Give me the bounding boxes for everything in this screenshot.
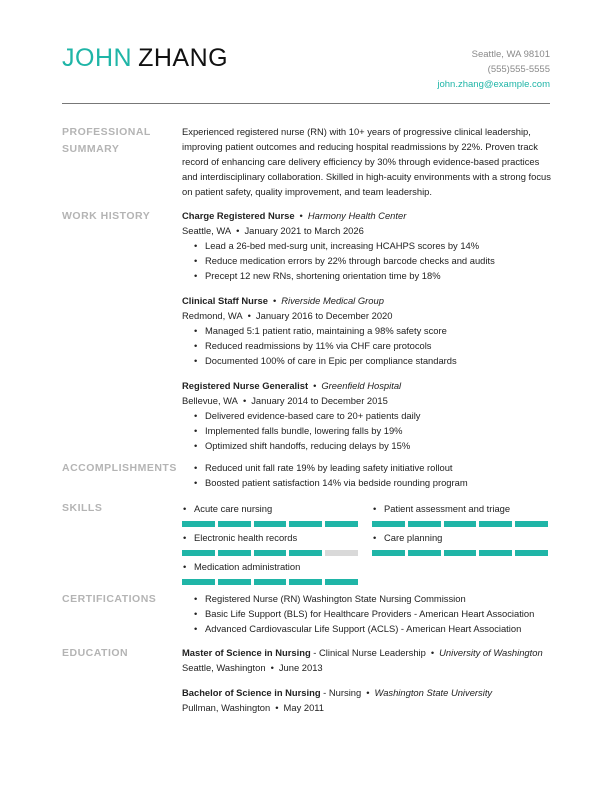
job-bullet: • Delivered evidence-based care to 20+ patients daily xyxy=(194,408,552,423)
section-label-work-history: WORK HISTORY xyxy=(62,210,151,222)
contact-info xyxy=(437,47,550,92)
school-location: Pullman, Washington xyxy=(182,702,271,713)
skill-rating-segment xyxy=(515,521,548,527)
summary-label-line2: SUMMARY xyxy=(62,143,120,155)
job-entry: Clinical Staff Nurse • Riverside Medical Group Redmond, WA • January 2016 to December 2020 • Managed 5:1 patient ratio, maintaining a 98% safety score • Reduced readmissions by 11% via CHF care protocols • Documented 100% of care in Epic per compliance standards xyxy=(182,293,552,368)
skill-name: • Electronic health records xyxy=(182,531,358,544)
job-entry: Registered Nurse Generalist • Greenfield Hospital Bellevue, WA • January 2014 to December 2015 • Delivered evidence-based care to 20+ patients daily • Implemented falls bundle, lowering falls by 19% • Optimized shift handoffs, reducing delays by 15% xyxy=(182,378,552,453)
skill-rating-segment xyxy=(325,579,358,585)
job-dates: January 2014 to December 2015 xyxy=(251,395,388,406)
skill-rating-bar xyxy=(182,521,358,527)
degree-field: - Nursing xyxy=(320,687,362,698)
skill-item xyxy=(182,560,358,585)
skill-rating-bar xyxy=(182,550,358,556)
graduation-date: June 2013 xyxy=(278,662,323,673)
accomplishment-item: • Reduced unit fall rate 19% by leading safety initiative rollout xyxy=(194,460,552,475)
section-label-certifications: CERTIFICATIONS xyxy=(62,593,157,605)
job-bullet: • Documented 100% of care in Epic per compliance standards xyxy=(194,353,552,368)
job-company: Harmony Health Center xyxy=(307,210,407,221)
candidate-name xyxy=(62,44,228,73)
certification-item: • Registered Nurse (RN) Washington State Nursing Commission xyxy=(194,591,552,606)
skill-name: • Care planning xyxy=(372,531,548,544)
skill-rating-segment xyxy=(182,521,215,527)
accomplishment-item: • Boosted patient satisfaction 14% via bedside rounding program xyxy=(194,475,552,490)
degree-name: Master of Science in Nursing xyxy=(182,647,311,658)
skill-rating-segment xyxy=(479,550,512,556)
job-bullet: • Reduce medication errors by 22% through barcode checks and audits xyxy=(194,253,552,268)
job-company: Greenfield Hospital xyxy=(321,380,402,391)
section-label-skills: SKILLS xyxy=(62,502,103,514)
job-title: Registered Nurse Generalist xyxy=(182,380,309,391)
job-title: Clinical Staff Nurse xyxy=(182,295,268,306)
job-bullet: • Reduced readmissions by 11% via CHF care protocols xyxy=(194,338,552,353)
school-name: Washington State University xyxy=(374,687,493,698)
accomplishments-list xyxy=(182,460,552,490)
skill-item xyxy=(182,531,358,556)
education-list xyxy=(182,645,552,725)
summary-text: Experienced registered nurse (RN) with 10+ years of progressive clinical leadership, improving patient outcomes and reducing hospital readmissions by 22%. Proven track record of enhancing care delivery efficiency by 30% through evidence-based practices and interdisciplinary collaboration. Skilled in high-acuity environments with a strong focus on patient safety, quality improvement, and team leadership. xyxy=(182,126,551,197)
job-bullet: • Managed 5:1 patient ratio, maintaining a 98% safety score xyxy=(194,323,552,338)
skill-rating-segment xyxy=(444,521,477,527)
skill-rating-segment xyxy=(254,579,287,585)
skill-rating-segment xyxy=(372,550,405,556)
work-history xyxy=(182,208,552,463)
job-location: Redmond, WA xyxy=(182,310,243,321)
email-link[interactable]: john.zhang@example.com xyxy=(437,79,550,90)
job-bullet: • Precept 12 new RNs, shortening orientation time by 18% xyxy=(194,268,552,283)
education-entry: Master of Science in Nursing - Clinical Nurse Leadership • University of Washington Seattle, Washington • June 2013 xyxy=(182,647,543,673)
job-dates: January 2021 to March 2026 xyxy=(244,225,364,236)
summary-label-line1: PROFESSIONAL xyxy=(62,126,151,138)
skill-item xyxy=(372,502,548,527)
skill-item xyxy=(372,531,548,556)
skill-rating-segment xyxy=(515,550,548,556)
job-company: Riverside Medical Group xyxy=(281,295,384,306)
skill-rating-segment xyxy=(289,521,322,527)
degree-name: Bachelor of Science in Nursing xyxy=(182,687,321,698)
skill-rating-segment xyxy=(479,521,512,527)
phone-text: (555)555-5555 xyxy=(487,64,550,75)
school-name: University of Washington xyxy=(439,647,543,658)
certification-item: • Advanced Cardiovascular Life Support (ACLS) - American Heart Association xyxy=(194,621,552,636)
education-entry: Bachelor of Science in Nursing - Nursing • Washington State University Pullman, Washington • May 2011 xyxy=(182,687,493,713)
skill-rating-segment xyxy=(325,521,358,527)
job-location: Seattle, WA xyxy=(182,225,232,236)
skill-name: • Patient assessment and triage xyxy=(372,502,548,515)
job-bullet: • Implemented falls bundle, lowering falls by 19% xyxy=(194,423,552,438)
job-location: Bellevue, WA xyxy=(182,395,238,406)
skill-rating-bar xyxy=(372,521,548,527)
skill-rating-segment xyxy=(408,521,441,527)
skill-rating-segment xyxy=(218,550,251,556)
degree-field: - Clinical Nurse Leadership xyxy=(310,647,426,658)
skill-rating-segment xyxy=(182,579,215,585)
job-bullets xyxy=(182,238,552,283)
skill-rating-segment xyxy=(289,550,322,556)
skill-rating-segment xyxy=(372,521,405,527)
skill-rating-segment xyxy=(408,550,441,556)
job-entry: Charge Registered Nurse • Harmony Health Center Seattle, WA • January 2021 to March 2026 • Lead a 26-bed med-surg unit, increasing HCAHPS scores by 14% • Reduce medication errors by 22% through barcode checks and audits • Precept 12 new RNs, shortening orientation time by 18% xyxy=(182,208,552,283)
resume-header xyxy=(62,44,550,104)
first-name: JOHN xyxy=(62,44,133,72)
skill-rating-segment xyxy=(254,521,287,527)
job-title: Charge Registered Nurse xyxy=(182,210,295,221)
skill-rating-segment xyxy=(218,579,251,585)
job-bullet: • Lead a 26-bed med-surg unit, increasing HCAHPS scores by 14% xyxy=(194,238,552,253)
certifications-list xyxy=(182,591,552,636)
last-name: ZHANG xyxy=(138,44,229,72)
skill-name: • Acute care nursing xyxy=(182,502,358,515)
skill-rating-segment xyxy=(218,521,251,527)
location-text: Seattle, WA 98101 xyxy=(471,49,550,60)
job-dates: January 2016 to December 2020 xyxy=(255,310,393,321)
job-bullet: • Optimized shift handoffs, reducing delays by 15% xyxy=(194,438,552,453)
skill-rating-bar xyxy=(372,550,548,556)
graduation-date: May 2011 xyxy=(283,702,325,713)
header-divider xyxy=(62,103,550,104)
skill-rating-segment xyxy=(254,550,287,556)
skill-rating-segment xyxy=(444,550,477,556)
certification-item: • Basic Life Support (BLS) for Healthcare Providers - American Heart Association xyxy=(194,606,552,621)
section-label-education: EDUCATION xyxy=(62,647,129,659)
skill-rating-segment xyxy=(325,550,358,556)
skill-rating-segment xyxy=(182,550,215,556)
job-bullets xyxy=(182,323,552,368)
job-bullets xyxy=(182,408,552,453)
section-label-accomplishments: ACCOMPLISHMENTS xyxy=(62,462,177,474)
skill-rating-bar xyxy=(182,579,358,585)
school-location: Seattle, Washington xyxy=(182,662,266,673)
section-label-summary xyxy=(62,124,151,158)
skill-item xyxy=(182,502,358,527)
skill-name: • Medication administration xyxy=(182,560,358,573)
skill-rating-segment xyxy=(289,579,322,585)
